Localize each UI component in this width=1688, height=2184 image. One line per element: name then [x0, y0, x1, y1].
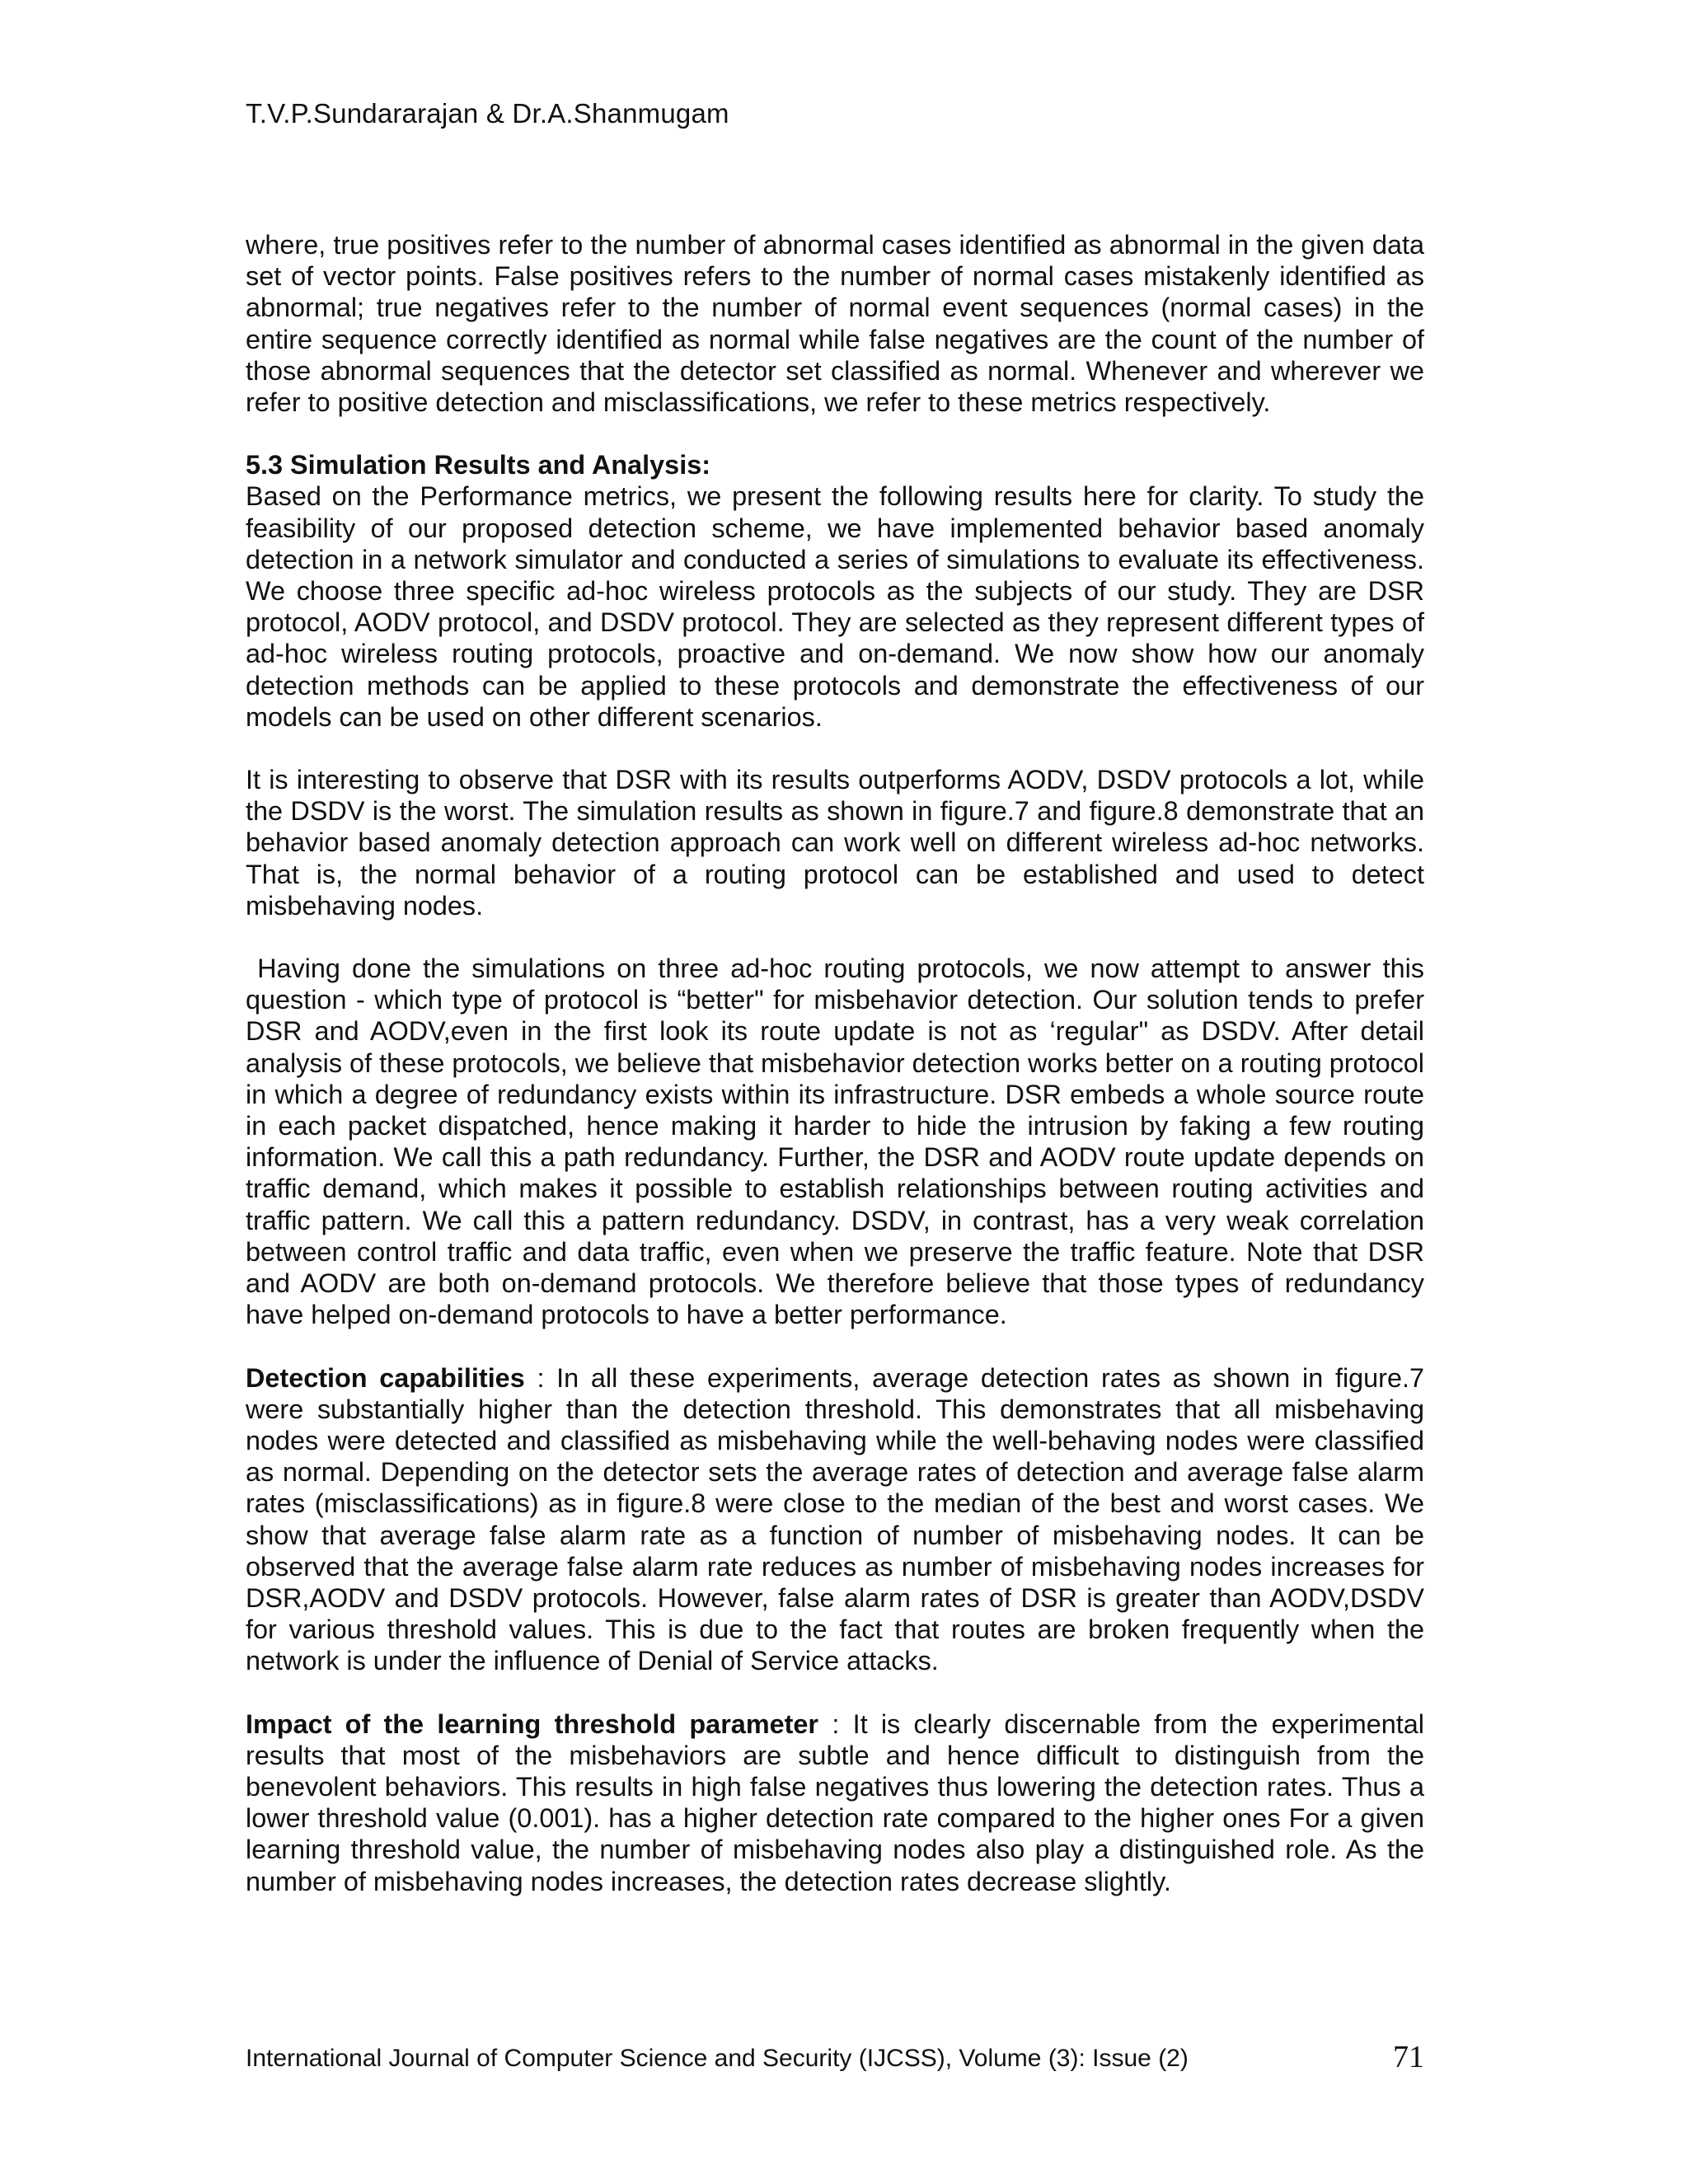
article-body: [246, 229, 1424, 1897]
paragraph-results-intro: Based on the Performance metrics, we present the following results here for clarity. To study the feasibility of our proposed detection scheme, we have implemented behavior based anomaly detection in a network simulator and conducted a series of simulations to evaluate its effectiveness. We choose three specific ad-hoc wireless protocols as the subjects of our study. They are DSR protocol, AODV protocol, and DSDV protocol. They are selected as they represent different types of ad-hoc wireless routing protocols, proactive and on-demand. We now show how our anomaly detection methods can be applied to these protocols and demonstrate the effectiveness of our models can be used on other different scenarios.: [246, 481, 1424, 732]
journal-citation: International Journal of Computer Science and Security (IJCSS), Volume (3): Issue (2): [246, 2045, 1189, 2072]
threshold-impact-label: Impact of the learning threshold parameter: [246, 1708, 819, 1739]
paragraph-metrics-definition: where, true positives refer to the number of abnormal cases identified as abnormal in the given data set of vector points. False positives refers to the number of normal cases mistakenly identified as abnormal; true negatives refer to the number of normal event sequences (normal cases) in the entire sequence correctly identified as normal while false negatives are the count of the number of those abnormal sequences that the detector set classified as normal. Whenever and wherever we refer to positive detection and misclassifications, we refer to these metrics respectively.: [246, 230, 1424, 418]
paragraph-spacer: [246, 418, 1424, 449]
threshold-impact-text: : It is clearly discernable from the experimental results that most of the misbehaviors are subtle and hence difficult to distinguish from the benevolent behaviors. This results in high false negatives thus lowering the detection rates. Thus a lower threshold value (0.001). has a higher detection rate compared to the higher ones For a given learning threshold value, the number of misbehaving nodes also play a distinguished role. As the number of misbehaving nodes increases, the detection rates decrease slightly.: [246, 1708, 1425, 1896]
paragraph-spacer: [246, 733, 1424, 764]
detection-capabilities-text: : In all these experiments, average detection rates as shown in figure.7 were substantially higher than the detection threshold. This demonstrates that all misbehaving nodes were detected and classified as misbehaving while the well-behaving nodes were classified as normal. Depending on the detector sets the average rates of detection and average false alarm rates (misclassifications) as in figure.8 were close to the median of the best and worst cases. We show that average false alarm rate as a function of number of misbehaving nodes. It can be observed that the average false alarm rate reduces as number of misbehaving nodes increases for DSR,AODV and DSDV protocols. However, false alarm rates of DSR is greater than AODV,DSDV for various threshold values. This is due to the fact that routes are broken frequently when the network is under the influence of Denial of Service attacks.: [246, 1362, 1424, 1676]
running-header-authors: T.V.P.Sundararajan & Dr.A.Shanmugam: [246, 98, 729, 129]
page-footer: [246, 2036, 1424, 2075]
section-heading: 5.3 Simulation Results and Analysis:: [246, 450, 710, 480]
detection-capabilities-label: Detection capabilities: [246, 1362, 525, 1393]
page-number: 71: [1393, 2040, 1424, 2074]
paragraph-detection-capabilities: [246, 1362, 1424, 1677]
paragraph-protocol-comparison: It is interesting to observe that DSR with its results outperforms AODV, DSDV protocols a lot, while the DSDV is the worst. The simulation results as shown in figure.7 and figure.8 demonstrate that an behavior based anomaly detection approach can work well on different wireless ad-hoc networks. That is, the normal behavior of a routing protocol can be established and used to detect misbehaving nodes.: [246, 765, 1424, 921]
paragraph-threshold-impact: [246, 1708, 1424, 1897]
paragraph-redundancy-analysis: [246, 953, 1424, 1330]
paragraph-spacer: [246, 1331, 1424, 1362]
paragraph-spacer: [246, 921, 1424, 953]
paragraph-redundancy-text: Having done the simulations on three ad-hoc routing protocols, we now attempt to answer this question - which type of protocol is “better" for misbehavior detection. Our solution tends to prefer DSR and AODV,even in the first look its route update is not as ‘regular" as DSDV. After detail analysis of these protocols, we believe that misbehavior detection works better on a routing protocol in which a degree of redundancy exists within its infrastructure. DSR embeds a whole source route in each packet dispatched, hence making it harder to hide the intrusion by faking a few routing information. We call this a path redundancy. Further, the DSR and AODV route update depends on traffic demand, which makes it possible to establish relationships between routing activities and traffic pattern. We call this a pattern redundancy. DSDV, in contrast, has a very weak correlation between control traffic and data traffic, even when we preserve the traffic feature. Note that DSR and AODV are both on-demand protocols. We therefore believe that those types of redundancy have helped on-demand protocols to have a better performance.: [246, 954, 1424, 1330]
paragraph-spacer: [246, 1677, 1424, 1708]
